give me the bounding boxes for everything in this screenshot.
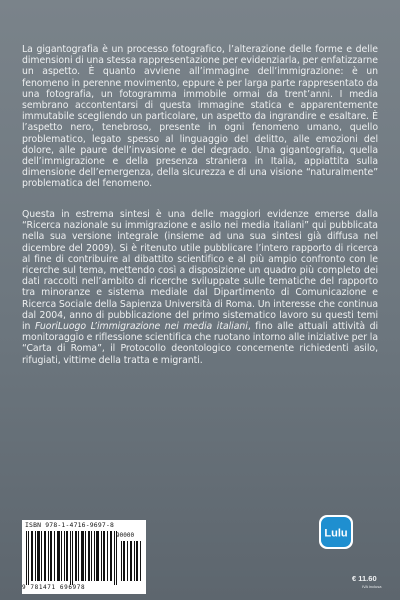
book-title-italic: FuoriLuogo L’immigrazione nei media italiani bbox=[34, 321, 248, 333]
price-note: IVA inclusa bbox=[362, 584, 382, 589]
barcode-bars bbox=[26, 531, 142, 585]
synopsis-paragraph-2 bbox=[22, 209, 378, 366]
isbn-label: ISBN 978-1-4716-9697-8 bbox=[25, 521, 115, 529]
price-label: € 11.60 bbox=[352, 574, 377, 583]
barcode-digits: 9 781471 696978 bbox=[22, 584, 86, 591]
synopsis-paragraph-2-end: , fino alle attuali attività di monitoraggio e riflessione scientifica che ruotano intorno alle iniziative per la “Carta di Roma”, il Protocollo deontologico concernente richiedenti asilo, rifugiati, vittime della tratta e migranti. bbox=[22, 321, 379, 366]
synopsis-paragraph-2-text: Questa in estrema sintesi è una delle maggiori evidenze emerse dalla “Ricerca nazionale su immigrazione e asilo nei media italiani” qui pubblicata nella sua versione integrale (insieme ad una sua sintesi già diffusa nel dicembre del 2009). Si è ritenuto utile pubblicare l’intero rapporto di ricerca al fine di contribuire al dibattito scientifico e al più ampio confronto con le ricerche sul tema, mettendo così a disposizione un quadro più completo dei dati raccolti nell’ambito di ricerche sviluppate sulle tematiche del rapporto tra minoranze e sistema mediale dal Dipartimento di Comunicazione e Ricerca Sociale della Sapienza Università di Roma. Un interesse che continua dal 2004, anno di pubblicazione del primo sistematico lavoro su questi temi in bbox=[22, 209, 378, 333]
synopsis-paragraph-1: La gigantografia è un processo fotografico, l’alterazione delle forme e delle dimensioni di una stessa rappresentazione per evidenziarla, per enfatizzarne un aspetto. È quanto avviene all’immagine dell’immigrazione: è un fenomeno in perenne movimento, eppure è per larga parte rappresentato da una fotografia, un fotogramma immobile ormai da trent’anni. I media sembrano accontentarsi di questa immagine statica e apparentemente immutabile scegliendo un particolare, un aspetto da ingrandire e esaltare. È l’aspetto nero, tenebroso, presente in ogni fenomeno umano, quello problematico, legato spesso al linguaggio del delitto, alle emozioni del dolore, alle paure dell’invasione e del degrado. Una gigantografia, quella dell’immigrazione e della presenza straniera in Italia, appiattita sulla dimensione dell’emergenza, della sicurezza e di una visione “naturalmente” problematica del fenomeno. bbox=[22, 44, 378, 190]
lulu-logo-text: Lulu bbox=[324, 527, 348, 540]
barcode-addon-digits: 90000 bbox=[116, 532, 135, 539]
lulu-logo-icon bbox=[318, 514, 354, 550]
